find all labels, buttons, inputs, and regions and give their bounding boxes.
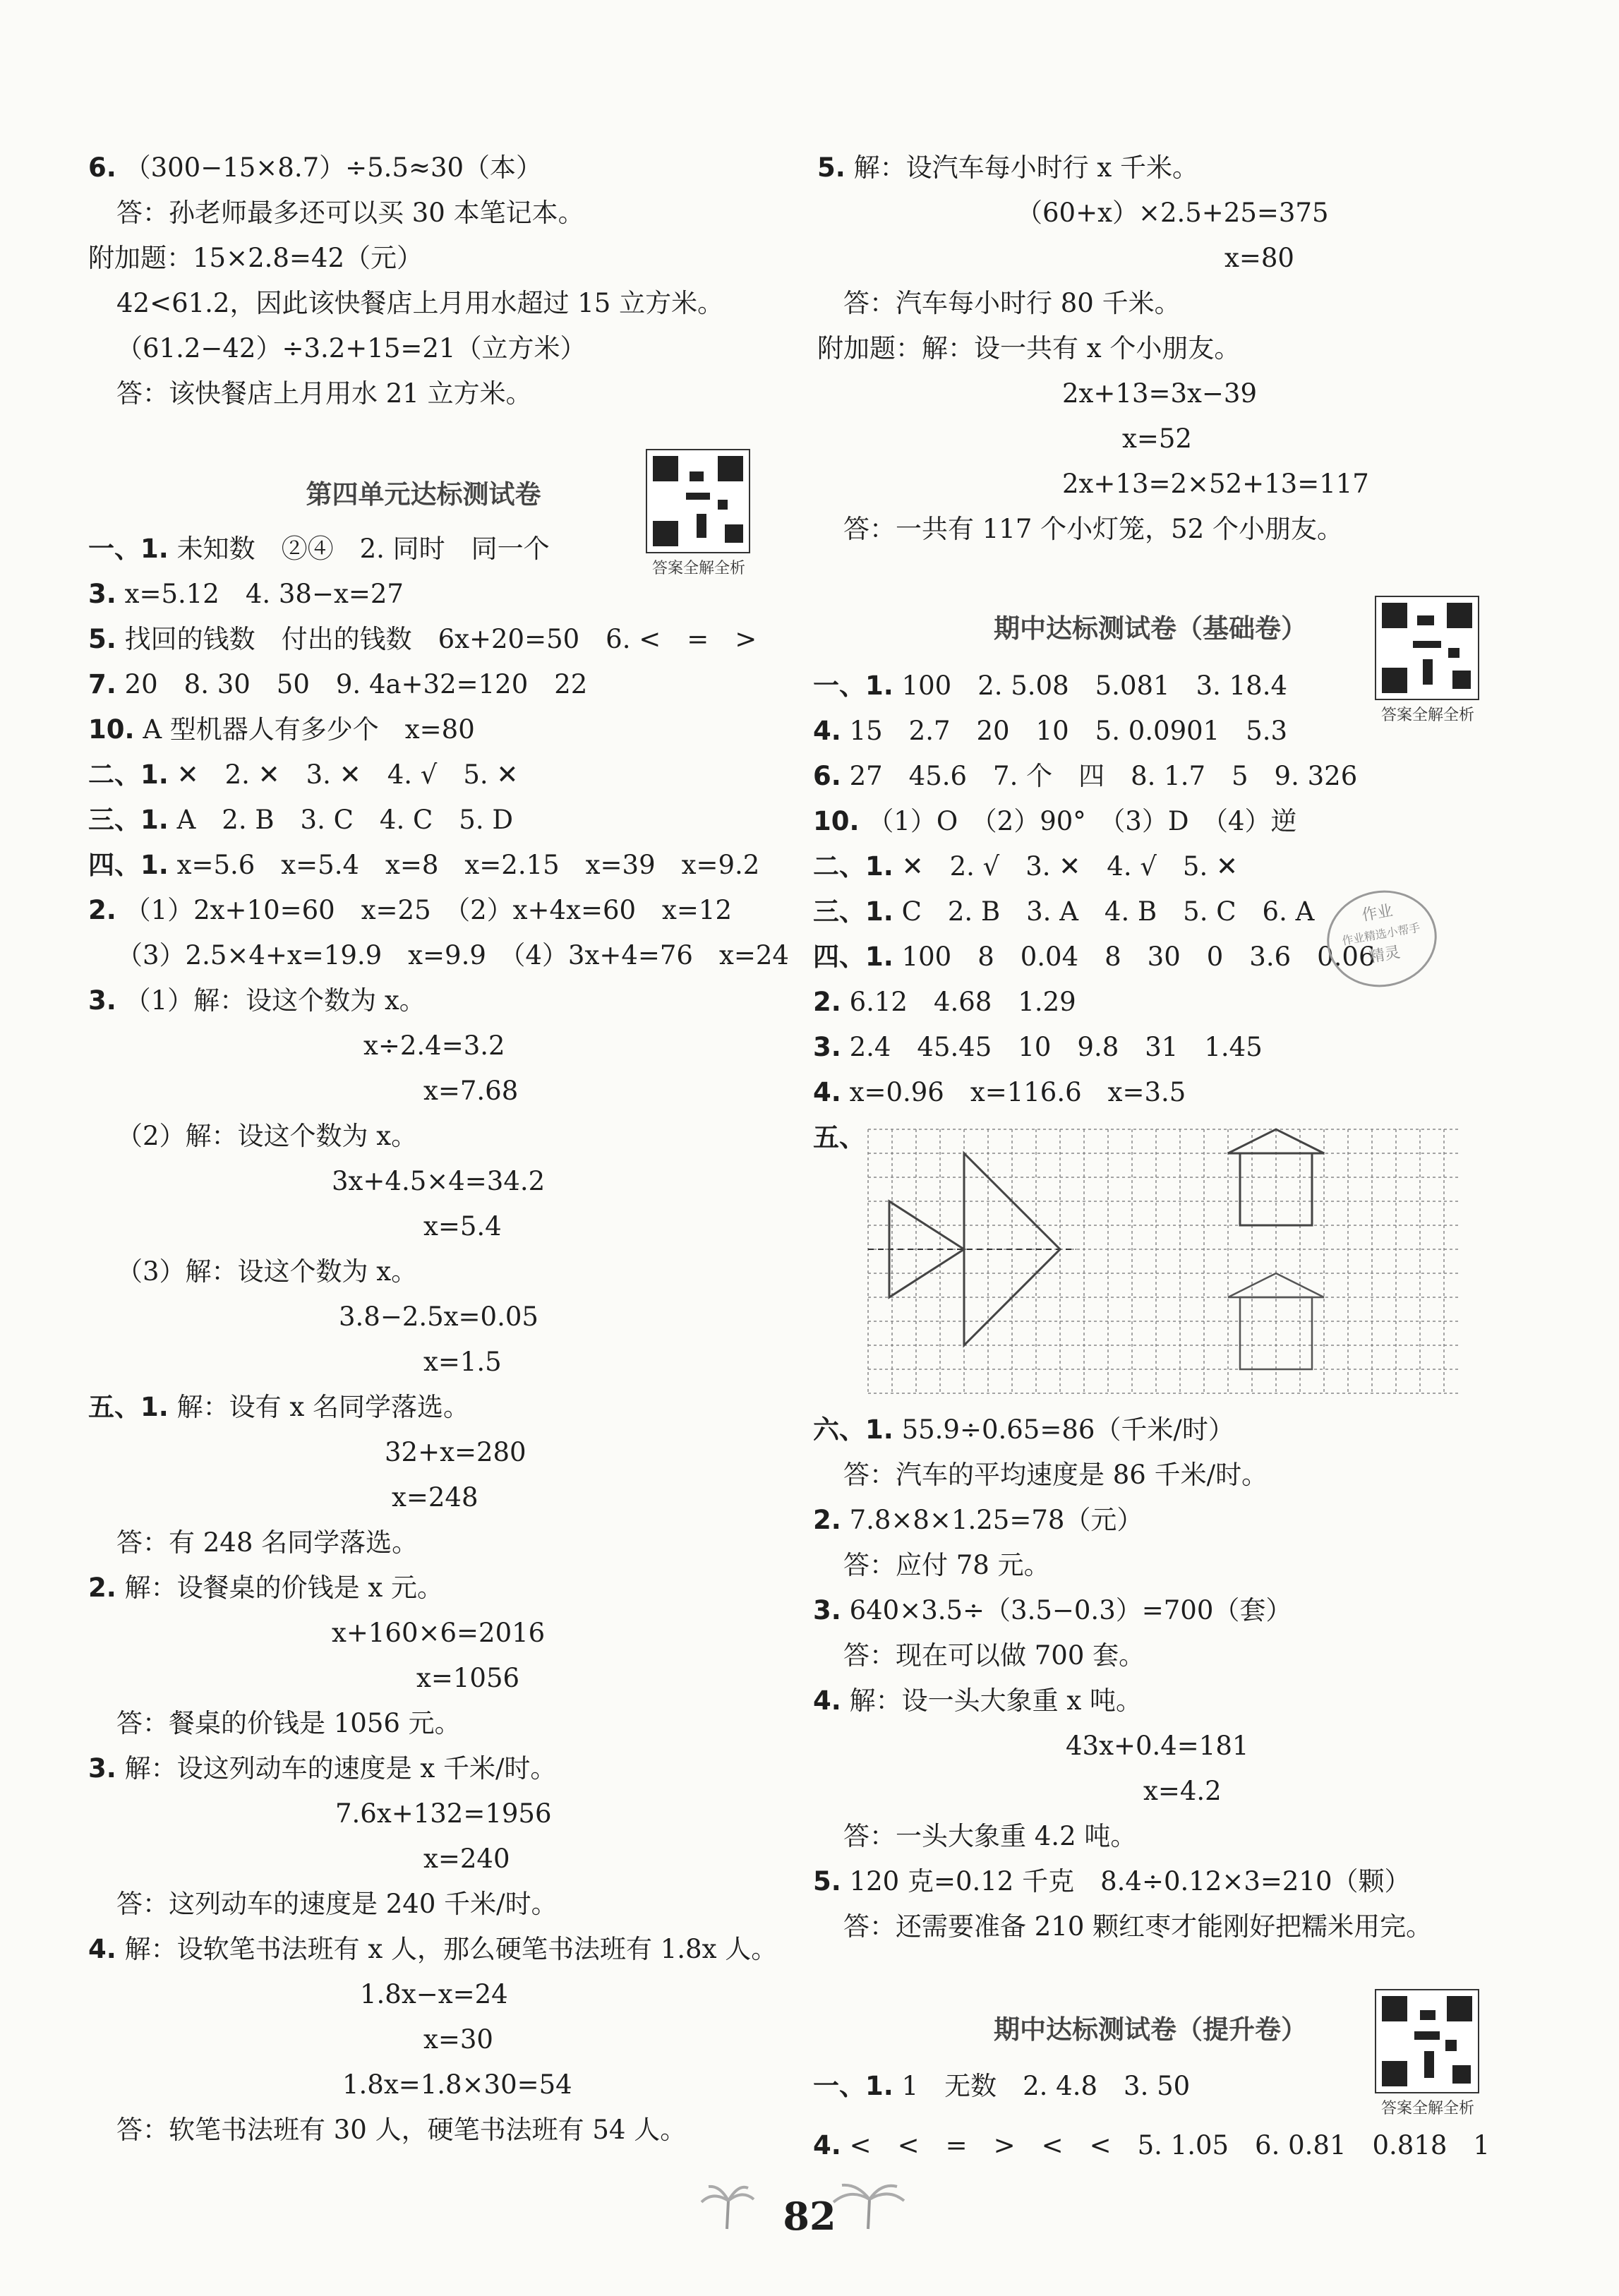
- answer-line: 答：一头大象重 4.2 吨。: [843, 1821, 1137, 1851]
- equation-line: x=248: [392, 1482, 479, 1513]
- section-title: 期中达标测试卷（基础卷）: [994, 613, 1307, 644]
- answer-line: 答：餐桌的价钱是 1056 元。: [116, 1708, 461, 1738]
- answer-line: 一、1. 未知数 ②④ 2. 同时 同一个: [88, 534, 550, 564]
- answer-line: 答：该快餐店上月用水 21 立方米。: [116, 378, 532, 409]
- equation-line: 2x+13=2×52+13=117: [1062, 469, 1369, 499]
- answer-line: 2. 6.12 4.68 1.29: [813, 987, 1076, 1017]
- answer-line: 2. （1）2x+10=60 x=25 （2）x+4x=60 x=12: [88, 895, 732, 925]
- equation-line: x=240: [423, 1844, 510, 1874]
- answer-line: 2. 7.8×8×1.25=78（元）: [813, 1505, 1143, 1535]
- answer-line: 一、1. 100 2. 5.08 5.081 3. 18.4: [813, 671, 1288, 701]
- answer-line: 7. 20 8. 30 50 9. 4a+32=120 22: [88, 669, 588, 699]
- answer-line: 三、1. A 2. B 3. C 4. C 5. D: [88, 805, 514, 835]
- equation-line: x=1056: [416, 1663, 520, 1693]
- palm-tree-icon: [829, 2181, 907, 2230]
- answer-line: 4. x=0.96 x=116.6 x=3.5: [813, 1077, 1186, 1107]
- qr-code: 答案全解全析: [646, 449, 752, 578]
- answer-line: 5. 解：设汽车每小时行 x 千米。: [817, 152, 1198, 183]
- equation-line: 2x+13=3x−39: [1062, 378, 1257, 409]
- equation-line: 43x+0.4=181: [1066, 1731, 1249, 1761]
- equation-line: 3x+4.5×4=34.2: [332, 1166, 546, 1196]
- answer-line: 3. 解：设这列动车的速度是 x 千米/时。: [88, 1753, 557, 1784]
- answer-line: 5. 找回的钱数 付出的钱数 6x+20=50 6. < = >: [88, 624, 757, 654]
- answer-line: 答：这列动车的速度是 240 千米/时。: [116, 1889, 558, 1919]
- equation-line: （60+x）×2.5+25=375: [1016, 198, 1329, 228]
- answer-line: 答：还需要准备 210 颗红枣才能刚好把糯米用完。: [843, 1911, 1433, 1942]
- answer-line: 3. x=5.12 4. 38−x=27: [88, 579, 404, 609]
- answer-line: 4. < < = > < < 5. 1.05 6. 0.81 0.818 1: [813, 2130, 1490, 2160]
- answer-line: 4. 解：设一头大象重 x 吨。: [813, 1685, 1142, 1716]
- qr-code-icon: [646, 449, 750, 553]
- equation-line: x÷2.4=3.2: [363, 1030, 505, 1061]
- answer-line: 四、1. 100 8 0.04 8 30 0 3.6 0.06: [813, 942, 1376, 972]
- equation-line: x=7.68: [423, 1076, 519, 1106]
- answer-line: 答：汽车的平均速度是 86 千米/时。: [843, 1460, 1268, 1490]
- answer-line: 五、1. 解：设有 x 名同学落选。: [88, 1392, 469, 1422]
- answer-line: 二、1. ✕ 2. ✕ 3. ✕ 4. √ 5. ✕: [88, 759, 519, 790]
- answer-line: 六、1. 55.9÷0.65=86（千米/时）: [813, 1414, 1234, 1445]
- page-number: 82: [783, 2194, 836, 2239]
- answer-line: 附加题：解：设一共有 x 个小朋友。: [817, 333, 1241, 363]
- answer-line: 10. A 型机器人有多少个 x=80: [88, 714, 475, 745]
- homework-stamp: 作业 作业精选小帮手 精灵: [1319, 882, 1444, 995]
- answer-line: 答：软笔书法班有 30 人，硬笔书法班有 54 人。: [116, 2115, 687, 2145]
- qr-code: 答案全解全析: [1375, 596, 1481, 725]
- qr-code: 答案全解全析: [1375, 1989, 1481, 2118]
- answer-line: 四、1. x=5.6 x=5.4 x=8 x=2.15 x=39 x=9.2: [88, 850, 760, 880]
- answer-line: （2）解：设这个数为 x。: [116, 1121, 418, 1151]
- answer-line: 二、1. ✕ 2. √ 3. ✕ 4. √ 5. ✕: [813, 851, 1238, 882]
- equation-line: 1.8x−x=24: [360, 1979, 508, 2009]
- answer-line: 4. 15 2.7 20 10 5. 0.0901 5.3: [813, 716, 1288, 746]
- equation-line: 32+x=280: [385, 1437, 526, 1467]
- answer-line: 6. （300−15×8.7）÷5.5≈30（本）: [88, 152, 543, 183]
- answer-line: 42<61.2，因此该快餐店上月用水超过 15 立方米。: [116, 288, 724, 318]
- qr-code-icon: [1375, 1989, 1479, 2093]
- equation-line: x=30: [423, 2024, 493, 2055]
- answer-line: 答：有 248 名同学落选。: [116, 1527, 419, 1558]
- equation-line: x+160×6=2016: [332, 1618, 546, 1648]
- answer-line: 5. 120 克=0.12 千克 8.4÷0.12×3=210（颗）: [813, 1866, 1411, 1897]
- equation-line: x=1.5: [423, 1347, 502, 1377]
- answer-line: 答：现在可以做 700 套。: [843, 1640, 1145, 1671]
- answer-line: 五、: [813, 1122, 865, 1153]
- answer-line: 三、1. C 2. B 3. A 4. B 5. C 6. A: [813, 896, 1315, 927]
- qr-code-icon: [1375, 596, 1479, 700]
- answer-line: 答：汽车每小时行 80 千米。: [843, 288, 1181, 318]
- answer-line: 3. 2.4 45.45 10 9.8 31 1.45: [813, 1032, 1263, 1062]
- answer-line: 答：孙老师最多还可以买 30 本笔记本。: [116, 198, 584, 228]
- section-title: 第四单元达标测试卷: [306, 479, 541, 510]
- equation-line: 7.6x+132=1956: [335, 1798, 552, 1829]
- answer-line: （3）解：设这个数为 x。: [116, 1256, 418, 1287]
- answer-line: （61.2−42）÷3.2+15=21（立方米）: [116, 333, 586, 363]
- equation-line: x=52: [1122, 423, 1192, 454]
- answer-line: 2. 解：设餐桌的价钱是 x 元。: [88, 1573, 443, 1603]
- answer-line: 附加题：15×2.8=42（元）: [88, 243, 423, 273]
- answer-line: 6. 27 45.6 7. 个 四 8. 1.7 5 9. 326: [813, 761, 1358, 791]
- answer-line: 一、1. 1 无数 2. 4.8 3. 50: [813, 2071, 1191, 2101]
- equation-line: x=80: [1224, 243, 1294, 273]
- equation-line: 3.8−2.5x=0.05: [339, 1302, 538, 1332]
- answer-line: 答：一共有 117 个小灯笼，52 个小朋友。: [843, 514, 1343, 544]
- answer-line: 4. 解：设软笔书法班有 x 人，那么硬笔书法班有 1.8x 人。: [88, 1934, 778, 1964]
- equation-line: 1.8x=1.8×30=54: [342, 2069, 572, 2100]
- answer-line: 3. 640×3.5÷（3.5−0.3）=700（套）: [813, 1595, 1292, 1625]
- equation-line: x=5.4: [423, 1211, 502, 1242]
- grid-drawing: [865, 1126, 1464, 1401]
- equation-line: x=4.2: [1143, 1776, 1222, 1806]
- answer-line: （3）2.5×4+x=19.9 x=9.9 （4）3x+4=76 x=24: [116, 940, 789, 970]
- section-title: 期中达标测试卷（提升卷）: [994, 2014, 1307, 2045]
- answer-line: 10. （1）O （2）90° （3）D （4）逆: [813, 806, 1297, 836]
- answer-line: 答：应付 78 元。: [843, 1550, 1050, 1580]
- answer-line: 3. （1）解：设这个数为 x。: [88, 985, 426, 1016]
